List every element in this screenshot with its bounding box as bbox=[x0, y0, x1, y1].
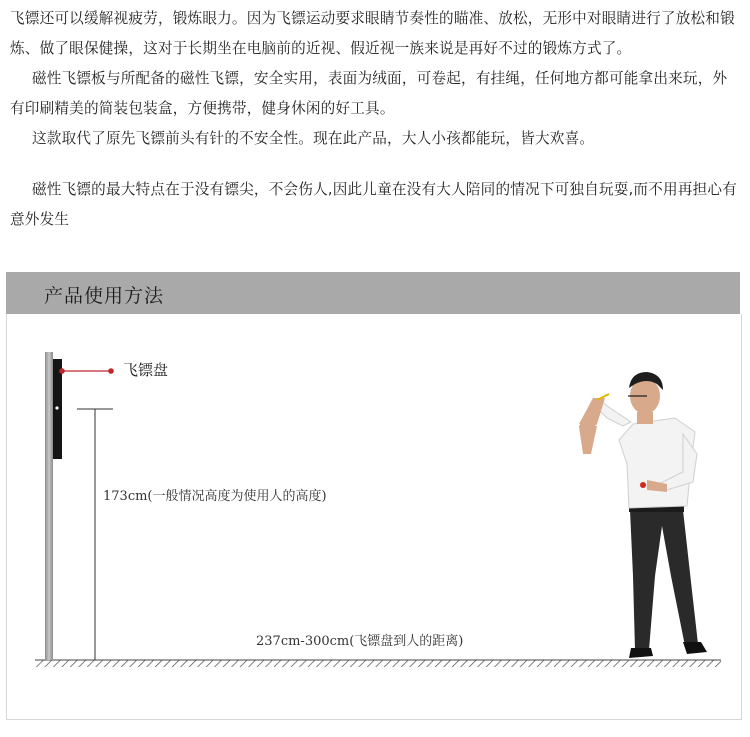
section-title: 产品使用方法 bbox=[44, 285, 165, 307]
board-pointer bbox=[59, 368, 114, 374]
intro-paragraph-3: 这款取代了原先飞镖前头有针的不安全性。现在此产品，大人小孩都能玩，皆大欢喜。 bbox=[32, 130, 595, 147]
dartboard-stand bbox=[45, 352, 62, 660]
section-header bbox=[6, 272, 740, 314]
person-figure bbox=[579, 372, 707, 658]
dartboard-label: 飞镖盘 bbox=[123, 361, 169, 379]
intro-paragraph-2: 磁性飞镖板与所配备的磁性飞镖，安全实用，表面为绒面，可卷起，有挂绳，任何地方都可能拿出来玩，外有印刷精美的简装包装盒，方便携带，健身休闲的好工具。 bbox=[10, 70, 728, 117]
intro-text bbox=[10, 4, 740, 235]
distance-label: 237cm-300cm(飞镖盘到人的距离) bbox=[256, 634, 464, 649]
usage-diagram bbox=[6, 314, 742, 720]
height-dimension bbox=[77, 409, 113, 660]
usage-diagram-graphic bbox=[7, 314, 741, 719]
ground bbox=[35, 660, 721, 667]
intro-paragraph-1: 飞镖还可以缓解视疲劳，锻炼眼力。因为飞镖运动要求眼睛节奏性的瞄准、放松，无形中对眼睛进行了放松和锻炼、做了眼保健操，这对于长期坐在电脑前的近视、假近视一族来说是再好不过的锻炼方式了。 bbox=[10, 10, 735, 57]
intro-paragraph-4: 磁性飞镖的最大特点在于没有镖尖，不会伤人,因此儿童在没有大人陪同的情况下可独自玩耍,而不用再担心有意外发生 bbox=[10, 181, 737, 228]
height-label: 173cm(一般情况高度为使用人的高度) bbox=[103, 489, 327, 504]
